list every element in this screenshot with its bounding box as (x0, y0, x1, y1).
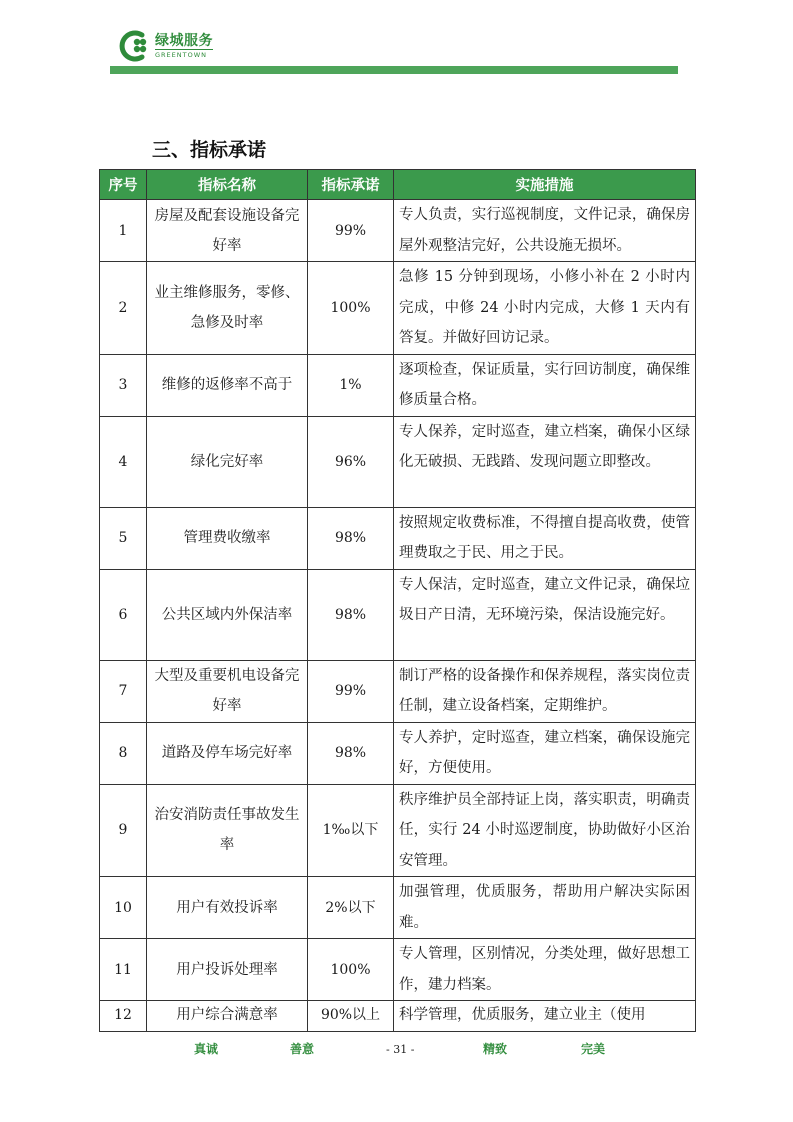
page-footer (0, 1040, 793, 1060)
implementation-measure: 急修 15 分钟到现场，小修小补在 2 小时内完成，中修 24 小时内完成，大修 1 天内有答复。并做好回访记录。 (394, 262, 696, 355)
indicator-name: 用户投诉处理率 (147, 939, 308, 1001)
greentown-logo-icon (118, 29, 152, 63)
implementation-measure: 科学管理，优质服务，建立业主（使用 (394, 1001, 696, 1032)
column-header-measure: 实施措施 (394, 170, 696, 200)
indicator-name: 绿化完好率 (147, 416, 308, 507)
indicator-name: 房屋及配套设施设备完好率 (147, 200, 308, 262)
indicator-name: 公共区域内外保洁率 (147, 569, 308, 660)
row-number: 6 (100, 569, 147, 660)
table-row (100, 660, 696, 722)
indicator-commitment: 98% (308, 722, 394, 784)
indicator-commitment: 2%以下 (308, 877, 394, 939)
row-number: 12 (100, 1001, 147, 1032)
section-title: 三、指标承诺 (152, 139, 267, 161)
row-number: 1 (100, 200, 147, 262)
footer-motto-1: 真诚 (194, 1042, 219, 1056)
indicator-name: 维修的返修率不高于 (147, 354, 308, 416)
table-header-row (100, 170, 696, 200)
implementation-measure: 秩序维护员全部持证上岗，落实职责，明确责任，实行 24 小时巡逻制度，协助做好小区治安管理。 (394, 784, 696, 877)
implementation-measure: 专人保养，定时巡查，建立档案，确保小区绿化无破损、无践踏、发现问题立即整改。 (394, 416, 696, 507)
indicator-commitment: 98% (308, 569, 394, 660)
row-number: 3 (100, 354, 147, 416)
indicator-name: 管理费收缴率 (147, 507, 308, 569)
table-row (100, 722, 696, 784)
table-row (100, 877, 696, 939)
indicator-commitment: 99% (308, 660, 394, 722)
kpi-commitment-table (99, 169, 696, 1032)
row-number: 5 (100, 507, 147, 569)
indicator-name: 用户综合满意率 (147, 1001, 308, 1032)
logo-english-name: GREENTOWN (155, 49, 213, 60)
implementation-measure: 专人负责，实行巡视制度，文件记录，确保房屋外观整洁完好，公共设施无损坏。 (394, 200, 696, 262)
indicator-name: 用户有效投诉率 (147, 877, 308, 939)
header-divider-bar (110, 66, 678, 74)
column-header-no: 序号 (100, 170, 147, 200)
table-row (100, 354, 696, 416)
indicator-name: 治安消防责任事故发生率 (147, 784, 308, 877)
indicator-commitment: 1‰以下 (308, 784, 394, 877)
footer-motto-4: 完美 (581, 1042, 606, 1056)
row-number: 8 (100, 722, 147, 784)
implementation-measure: 制订严格的设备操作和保养规程，落实岗位责任制，建立设备档案，定期维护。 (394, 660, 696, 722)
table-row (100, 200, 696, 262)
indicator-commitment: 96% (308, 416, 394, 507)
company-logo (118, 29, 213, 63)
page-number: - 31 - (386, 1043, 415, 1056)
table-row (100, 262, 696, 355)
footer-motto-2: 善意 (290, 1042, 315, 1056)
implementation-measure: 专人管理，区别情况，分类处理，做好思想工作，建力档案。 (394, 939, 696, 1001)
indicator-name: 大型及重要机电设备完好率 (147, 660, 308, 722)
implementation-measure: 按照规定收费标准，不得擅自提高收费，使管理费取之于民、用之于民。 (394, 507, 696, 569)
page-header (0, 0, 793, 80)
table-row (100, 569, 696, 660)
indicator-commitment: 1% (308, 354, 394, 416)
footer-motto-3: 精致 (483, 1042, 508, 1056)
table-row (100, 416, 696, 507)
table-row (100, 939, 696, 1001)
indicator-commitment: 99% (308, 200, 394, 262)
logo-chinese-name: 绿城服务 (155, 32, 213, 49)
implementation-measure: 专人保洁，定时巡查，建立文件记录，确保垃圾日产日清，无环境污染，保洁设施完好。 (394, 569, 696, 660)
row-number: 9 (100, 784, 147, 877)
indicator-commitment: 100% (308, 939, 394, 1001)
row-number: 4 (100, 416, 147, 507)
table-row (100, 1001, 696, 1032)
implementation-measure: 加强管理，优质服务，帮助用户解决实际困难。 (394, 877, 696, 939)
column-header-rate: 指标承诺 (308, 170, 394, 200)
implementation-measure: 专人养护，定时巡查，建立档案，确保设施完好，方便使用。 (394, 722, 696, 784)
table-row (100, 507, 696, 569)
row-number: 11 (100, 939, 147, 1001)
indicator-commitment: 98% (308, 507, 394, 569)
row-number: 2 (100, 262, 147, 355)
indicator-commitment: 90%以上 (308, 1001, 394, 1032)
row-number: 10 (100, 877, 147, 939)
row-number: 7 (100, 660, 147, 722)
table-row (100, 784, 696, 877)
indicator-name: 业主维修服务，零修、急修及时率 (147, 262, 308, 355)
implementation-measure: 逐项检查，保证质量，实行回访制度，确保维修质量合格。 (394, 354, 696, 416)
indicator-name: 道路及停车场完好率 (147, 722, 308, 784)
column-header-name: 指标名称 (147, 170, 308, 200)
indicator-commitment: 100% (308, 262, 394, 355)
